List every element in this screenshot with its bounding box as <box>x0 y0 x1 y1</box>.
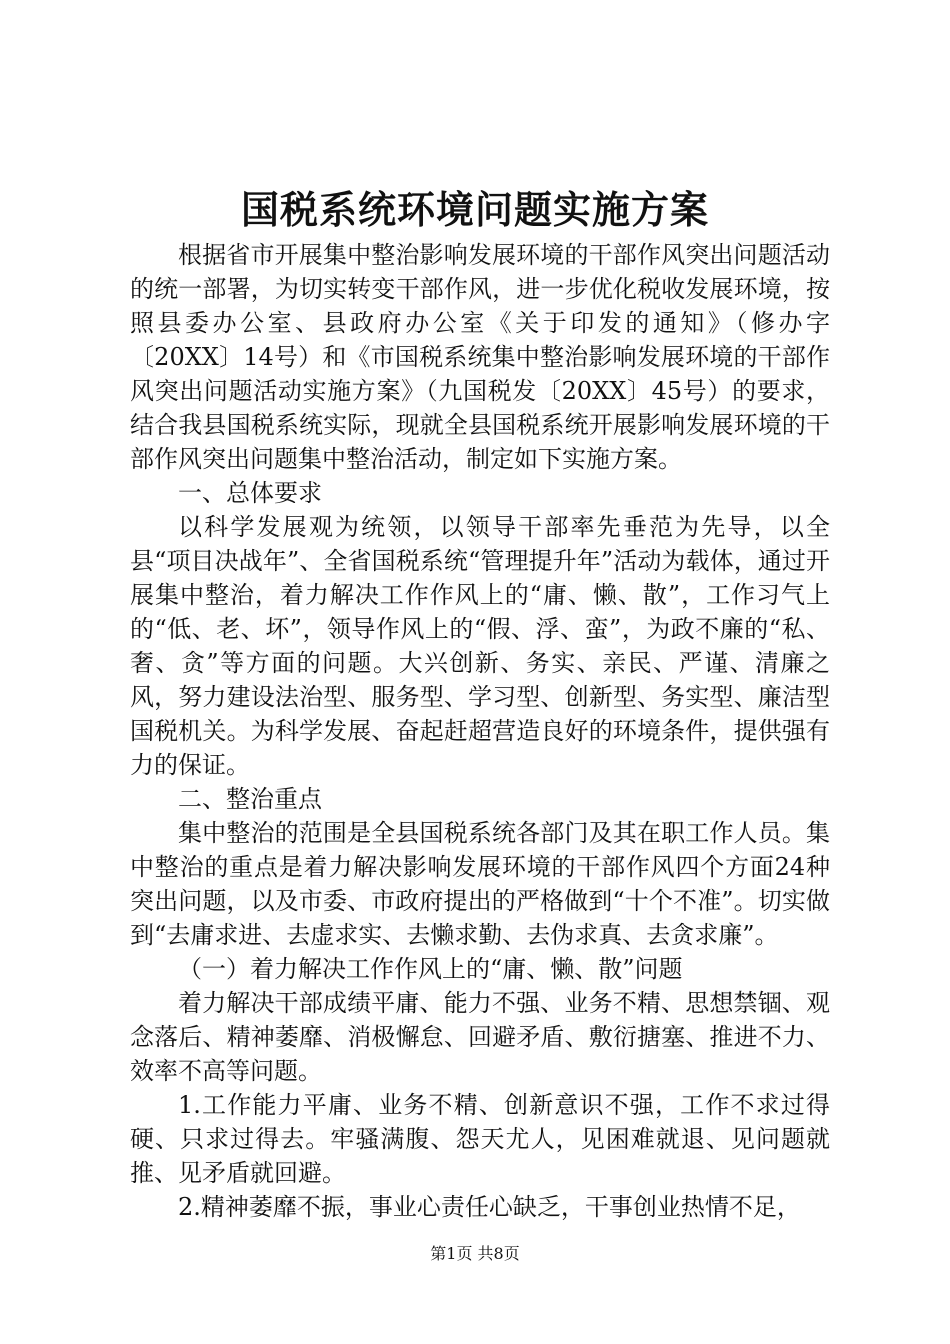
document-body <box>130 238 830 1224</box>
key-points-paragraph: 集中整治的范围是全县国税系统各部门及其在职工作人员。集中整治的重点是着力解决影响发展环境的干部作风四个方面24种突出问题，以及市委、市政府提出的严格做到“十个不准”。切实做到“去庸求进、去虚求实、去懒求勤、去伪求真、去贪求廉”。 <box>130 819 830 949</box>
list-item-1: 1.工作能力平庸、业务不精、创新意识不强，工作不求过得硬、只求过得去。牢骚满腹、怨天尤人，见困难就退、见问题就推、见矛盾就回避。 <box>130 1091 830 1187</box>
subsection-heading-work-style: （一）着力解决工作作风上的“庸、懒、散”问题 <box>178 955 683 983</box>
section-heading-key-points: 二、整治重点 <box>178 785 322 813</box>
general-requirements-paragraph: 以科学发展观为统领，以领导干部率先垂范为先导，以全县“项目决战年”、全省国税系统“管理提升年”活动为载体，通过开展集中整治，着力解决工作作风上的“庸、懒、散”，工作习气上的“低、老、坏”，领导作风上的“假、浮、蛮”，为政不廉的“私、奢、贪”等方面的问题。大兴创新、务实、亲民、严谨、清廉之风，努力建设法治型、服务型、学习型、创新型、务实型、廉洁型国税机关。为科学发展、奋起赶超营造良好的环境条件，提供强有力的保证。 <box>130 513 830 779</box>
work-style-paragraph: 着力解决干部成绩平庸、能力不强、业务不精、思想禁锢、观念落后、精神萎靡、消极懈怠、回避矛盾、敷衍搪塞、推进不力、效率不高等问题。 <box>130 989 830 1085</box>
document-title: 国税系统环境问题实施方案 <box>240 187 709 232</box>
section-heading-general-requirements: 一、总体要求 <box>178 479 322 507</box>
page-footer: 第1页 共8页 <box>430 1244 520 1263</box>
intro-paragraph: 根据省市开展集中整治影响发展环境的干部作风突出问题活动的统一部署，为切实转变干部作风，进一步优化税收发展环境，按照县委办公室、县政府办公室《关于印发的通知》（修办字〔20XX〕14号）和《市国税系统集中整治影响发展环境的干部作风突出问题活动实施方案》（九国税发〔20XX〕45号）的要求，结合我县国税系统实际，现就全县国税系统开展影响发展环境的干部作风突出问题集中整治活动，制定如下实施方案。 <box>130 241 830 473</box>
list-item-2: 2.精神萎靡不振，事业心责任心缺乏，干事创业热情不足， <box>178 1193 801 1221</box>
